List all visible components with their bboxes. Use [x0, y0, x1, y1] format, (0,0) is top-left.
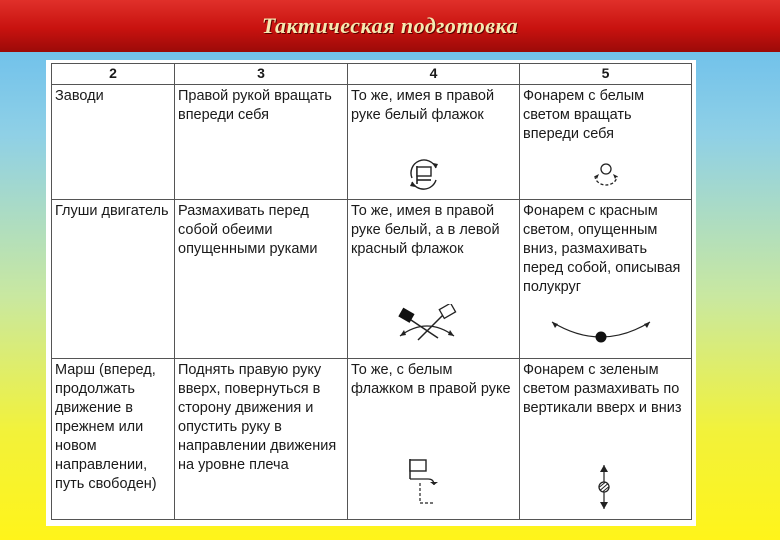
- header-col-4: 4: [348, 64, 520, 85]
- header-col-2: 2: [52, 64, 175, 85]
- signal-name-cell: Заводи: [52, 85, 175, 200]
- page-title: Тактическая подготовка: [261, 13, 519, 38]
- hand-signal-cell: Размахивать перед собой обеими опущенными руками: [175, 200, 348, 359]
- table-row: [52, 85, 692, 200]
- header-col-5: 5: [520, 64, 692, 85]
- signals-table: [51, 63, 692, 520]
- lantern-signal-text: Фонарем с красным светом, опущенным вниз, размахивать перед собой, описывая полукруг: [523, 203, 681, 295]
- rotating-flag-icon: [406, 158, 442, 190]
- lantern-signal-cell: [520, 359, 692, 520]
- flag-signal-cell: [348, 200, 520, 359]
- header-col-3: 3: [175, 64, 348, 85]
- document-sheet: [46, 60, 696, 526]
- hand-signal-cell: Поднять правую руку вверх, повернуться в сторону движения и опустить руку в направлении движения на уровне плеча: [175, 359, 348, 520]
- vertical-lantern-icon: [594, 463, 614, 511]
- table-row: [52, 200, 692, 359]
- semicircle-lantern-icon: [546, 316, 656, 346]
- flag-signal-cell: [348, 85, 520, 200]
- flag-signal-cell: [348, 359, 520, 520]
- rotating-lantern-icon: [591, 161, 621, 189]
- signal-name-cell: Глуши двигатель: [52, 200, 175, 359]
- flag-signal-text: То же, имея в правой руке белый, а в левой красный флажок: [351, 203, 500, 257]
- lantern-signal-cell: [520, 200, 692, 359]
- signal-name-cell: Марш (вперед, продолжать движение в прежнем или новом направлении, путь свободен): [52, 359, 175, 520]
- flag-signal-text: То же, с белым флажком в правой руке: [351, 362, 511, 397]
- title-bar: [0, 0, 780, 52]
- lantern-signal-text: Фонарем с белым светом вращать впереди себя: [523, 88, 645, 142]
- table-row: [52, 359, 692, 520]
- hand-signal-cell: Правой рукой вращать впереди себя: [175, 85, 348, 200]
- lantern-signal-text: Фонарем с зеленым светом размахивать по вертикали вверх и вниз: [523, 362, 682, 416]
- crossed-flags-icon: [392, 304, 462, 344]
- header-row: [52, 64, 692, 85]
- lantern-signal-cell: [520, 85, 692, 200]
- raised-flag-icon: [404, 455, 444, 511]
- flag-signal-text: То же, имея в правой руке белый флажок: [351, 88, 495, 123]
